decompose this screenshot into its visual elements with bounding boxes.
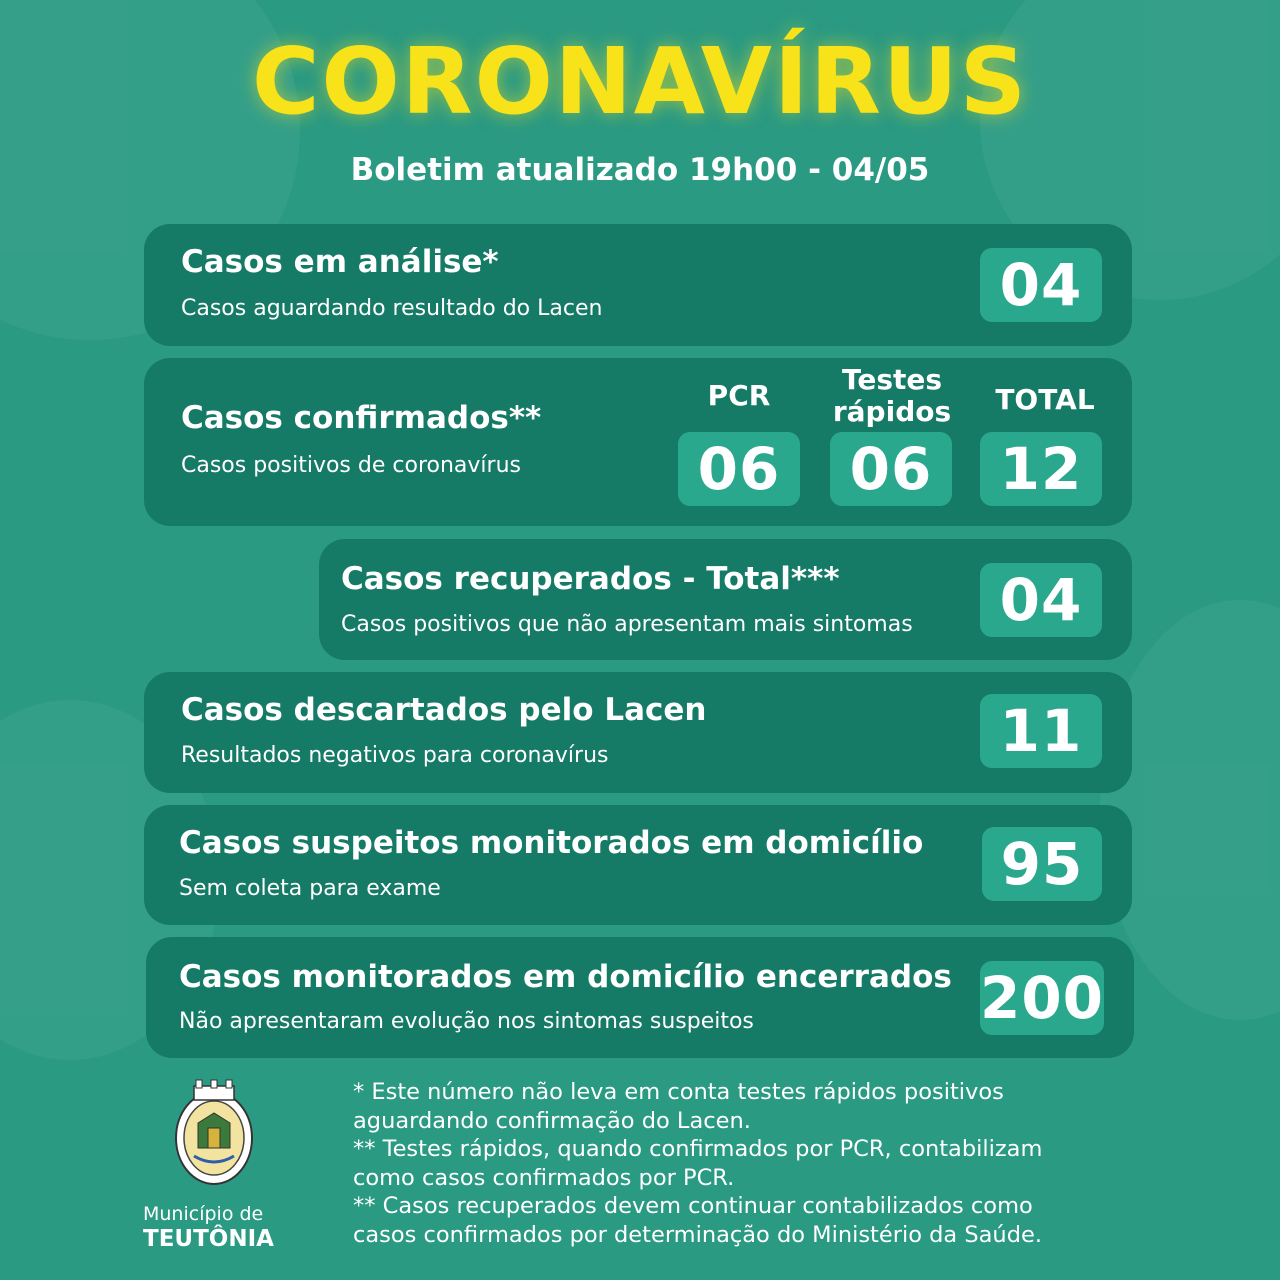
value-box: 04 [980, 248, 1102, 322]
card-title: Casos descartados pelo Lacen [181, 692, 707, 728]
card-casos-em-analise [144, 224, 1132, 346]
footnotes [353, 1078, 1153, 1249]
testes-rapidos-value-box: 06 [830, 432, 952, 506]
municipality-label: Município de [143, 1203, 264, 1225]
card-subtitle: Casos aguardando resultado do Lacen [181, 296, 603, 321]
footnote-2: ** Testes rápidos, quando confirmados por PCR, contabilizam como casos confirmados por PCR. [353, 1136, 1043, 1191]
card-title: Casos em análise* [181, 244, 499, 280]
total-label: TOTAL [995, 383, 1095, 416]
footnote-3: ** Casos recuperados devem continuar contabilizados como casos confirmados por determinação do Ministério da Saúde. [353, 1193, 1042, 1248]
card-casos-recuperados [319, 539, 1132, 660]
card-subtitle: Casos positivos que não apresentam mais sintomas [341, 612, 913, 637]
card-casos-encerrados [146, 937, 1134, 1058]
card-casos-confirmados [144, 358, 1132, 526]
card-casos-descartados [144, 672, 1132, 793]
footnote-1: * Este número não leva em conta testes rápidos positivos aguardando confirmação do Lacen. [353, 1079, 1004, 1134]
bulletin-subtitle: Boletim atualizado 19h00 - 04/05 [350, 152, 930, 188]
value-box: 200 [980, 961, 1104, 1035]
card-casos-suspeitos [144, 805, 1132, 925]
municipality-coat-of-arms-icon [170, 1078, 258, 1190]
value-box: 11 [980, 694, 1102, 768]
pcr-label: PCR [707, 379, 771, 412]
total-value-box: 12 [980, 432, 1102, 506]
value-box: 95 [982, 827, 1102, 901]
value-box: 04 [980, 563, 1102, 637]
card-title: Casos suspeitos monitorados em domicílio [179, 825, 924, 861]
card-title: Casos monitorados em domicílio encerrados [179, 959, 952, 995]
page-title: CORONAVÍRUS [252, 28, 1028, 135]
card-title: Casos recuperados - Total*** [341, 561, 840, 597]
pcr-value-box: 06 [678, 432, 800, 506]
testes-rapidos-label: Testes rápidos [832, 363, 952, 428]
card-title: Casos confirmados** [181, 400, 542, 436]
card-subtitle: Casos positivos de coronavírus [181, 453, 521, 478]
municipality-name: TEUTÔNIA [143, 1226, 274, 1252]
card-subtitle: Não apresentaram evolução nos sintomas suspeitos [179, 1009, 754, 1034]
card-subtitle: Resultados negativos para coronavírus [181, 743, 609, 768]
card-subtitle: Sem coleta para exame [179, 876, 441, 901]
